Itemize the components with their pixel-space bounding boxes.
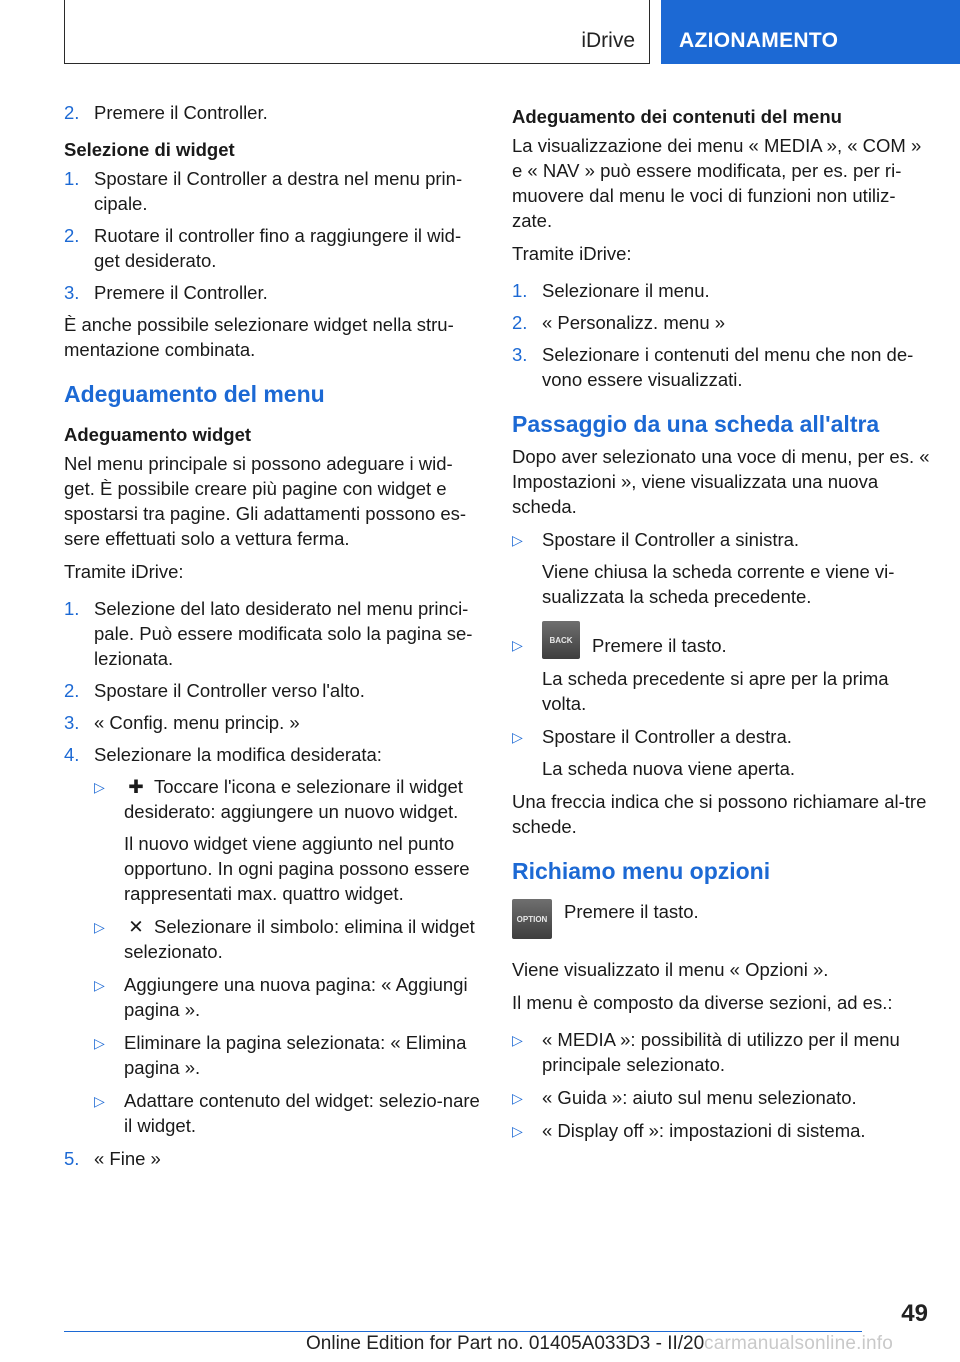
modification-options <box>94 774 482 1138</box>
step-number: 2. <box>64 225 80 246</box>
bullet-text: Spostare il Controller a sinistra. <box>542 529 800 550</box>
bullet-text: Premere il tasto. <box>592 635 727 656</box>
footer-divider <box>64 1331 862 1332</box>
list-item <box>64 223 482 273</box>
option-note: Il nuovo widget viene aggiunto nel punto opportuno. In ogni pagina possono essere rappresentati max. quattro widget. <box>124 833 470 904</box>
triangle-bullet-icon: ▷ <box>512 1090 523 1106</box>
step-number: 2. <box>512 312 528 333</box>
options-list <box>512 1027 930 1143</box>
content-adjust-title: Adeguamento dei contenuti del menu <box>512 106 842 127</box>
page-number: 49 <box>901 1300 928 1327</box>
step-number: 1. <box>512 280 528 301</box>
tab-switch-paragraph: Dopo aver selezionato una voce di menu, per es. « Impostazioni », viene visualizzata una nuova scheda. <box>512 446 930 517</box>
list-item <box>512 621 930 716</box>
option-key-text: Premere il tasto. <box>564 901 699 922</box>
list-item <box>94 774 482 906</box>
triangle-bullet-icon: ▷ <box>512 1123 523 1139</box>
watermark: carmanualsonline.info <box>704 1333 894 1354</box>
back-key-row <box>542 621 930 659</box>
options-heading: Richiamo menu opzioni <box>512 858 771 884</box>
widget-selection-steps <box>64 166 482 305</box>
list-item <box>512 310 930 335</box>
triangle-bullet-icon: ▷ <box>94 1093 105 1109</box>
option-key-icon: OPTION <box>512 899 552 939</box>
list-item <box>64 742 482 1138</box>
list-item <box>94 1030 482 1080</box>
menu-adjust-heading: Adeguamento del menu <box>64 381 325 407</box>
list-item <box>512 342 930 392</box>
list-item <box>64 710 482 735</box>
menu-adjust-steps <box>64 596 482 1171</box>
list-item <box>94 972 482 1022</box>
list-item <box>512 278 930 303</box>
triangle-bullet-icon: ▷ <box>94 919 105 935</box>
step-text: Spostare il Controller a destra nel menu prin-cipale. <box>94 168 463 214</box>
tab-switch-list <box>512 527 930 781</box>
header-section-title: iDrive <box>581 29 635 52</box>
step-text: Premere il Controller. <box>94 102 268 123</box>
widget-adjust-title: Adeguamento widget <box>64 424 252 445</box>
step-text: Selezione del lato desiderato nel menu princi-pale. Può essere modificata solo la pagina se-lezionata. <box>94 598 473 669</box>
widget-selection-note: È anche possibile selezionare widget nella stru-mentazione combinata. <box>64 314 454 360</box>
close-icon: ✕ <box>128 916 144 937</box>
triangle-bullet-icon: ▷ <box>94 779 105 795</box>
option-text: Eliminare la pagina selezionata: « Elimina pagina ». <box>124 1032 467 1078</box>
option-text: Selezionare il simbolo: elimina il widget selezionato. <box>124 916 475 962</box>
step-number: 1. <box>64 168 80 189</box>
list-item <box>512 527 930 609</box>
list-item <box>512 1118 930 1143</box>
list-item <box>64 100 482 125</box>
bullet-text: Spostare il Controller a destra. <box>542 726 792 747</box>
step-text: Selezionare i contenuti del menu che non de-vono essere visualizzati. <box>542 344 914 390</box>
content-adjust-steps <box>512 278 930 392</box>
step-text: « Config. menu princip. » <box>94 712 300 733</box>
step-number: 2. <box>64 680 80 701</box>
bullet-text: « MEDIA »: possibilità di utilizzo per il menu principale selezionato. <box>542 1029 900 1075</box>
option-text: Aggiungere una nuova pagina: « Aggiungi pagina ». <box>124 974 468 1020</box>
step-number: 3. <box>64 712 80 733</box>
back-key-icon: BACK <box>542 621 580 659</box>
list-item <box>512 724 930 781</box>
plus-icon: ✚ <box>128 776 144 797</box>
page-header <box>0 0 960 66</box>
step-number: 3. <box>64 282 80 303</box>
bullet-note: La scheda nuova viene aperta. <box>542 758 796 779</box>
triangle-bullet-icon: ▷ <box>512 729 523 745</box>
step-number: 3. <box>512 344 528 365</box>
content-adjust-paragraph: La visualizzazione dei menu « MEDIA », « COM » e « NAV » può essere modificata, per es. per ri-muovere dal menu le voci di funzioni non utiliz-zate. <box>512 135 922 231</box>
widget-selection-title: Selezione di widget <box>64 139 235 160</box>
bullet-text: « Guida »: aiuto sul menu selezionato. <box>542 1087 857 1108</box>
intro-list <box>64 100 482 125</box>
triangle-bullet-icon: ▷ <box>94 1035 105 1051</box>
list-item <box>512 1085 930 1110</box>
option-text: Adattare contenuto del widget: selezio-nare il widget. <box>124 1090 480 1136</box>
via-idrive-label: Tramite iDrive: <box>512 243 632 264</box>
options-paragraph-1: Viene visualizzato il menu « Opzioni ». <box>512 959 829 980</box>
tab-switch-after: Una freccia indica che si possono richiamare al-tre schede. <box>512 791 927 837</box>
triangle-bullet-icon: ▷ <box>94 977 105 993</box>
bullet-note: La scheda precedente si apre per la prima volta. <box>542 668 889 714</box>
list-item <box>512 1027 930 1077</box>
list-item <box>94 1088 482 1138</box>
step-text: Ruotare il controller fino a raggiungere il wid-get desiderato. <box>94 225 462 271</box>
step-text: « Personalizz. menu » <box>542 312 726 333</box>
via-idrive-label: Tramite iDrive: <box>64 561 184 582</box>
step-text: Premere il Controller. <box>94 282 268 303</box>
right-column <box>512 100 930 1151</box>
footer-edition: Online Edition for Part no. 01405A033D3 - II/20 <box>306 1333 705 1354</box>
list-item <box>64 596 482 671</box>
step-text: « Fine » <box>94 1148 161 1169</box>
tab-switch-heading: Passaggio da una scheda all'altra <box>512 411 880 437</box>
step-number: 5. <box>64 1148 80 1169</box>
list-item <box>64 280 482 305</box>
list-item <box>64 166 482 216</box>
step-text: Selezionare la modifica desiderata: <box>94 744 382 765</box>
header-chapter-tab: AZIONAMENTO <box>661 0 960 64</box>
step-number: 2. <box>64 102 80 123</box>
step-text: Spostare il Controller verso l'alto. <box>94 680 365 701</box>
step-text: Selezionare il menu. <box>542 280 710 301</box>
triangle-bullet-icon: ▷ <box>512 1032 523 1048</box>
header-section-box <box>64 0 650 64</box>
option-text: Toccare l'icona e selezionare il widget desiderato: aggiungere un nuovo widget. <box>124 776 463 822</box>
options-paragraph-2: Il menu è composto da diverse sezioni, ad es.: <box>512 992 893 1013</box>
list-item <box>94 914 482 964</box>
bullet-note: Viene chiusa la scheda corrente e viene vi-sualizzata la scheda precedente. <box>542 561 895 607</box>
triangle-bullet-icon: ▷ <box>512 637 523 653</box>
list-item <box>64 1146 482 1171</box>
widget-adjust-paragraph: Nel menu principale si possono adeguare i wid-get. È possibile creare più pagine con widget e spostarsi tra pagine. Gli adattamenti possono es-sere effettuati solo a vettura ferma. <box>64 453 467 549</box>
option-key-row <box>512 899 930 939</box>
bullet-text: « Display off »: impostazioni di sistema. <box>542 1120 866 1141</box>
step-number: 1. <box>64 598 80 619</box>
list-item <box>64 678 482 703</box>
triangle-bullet-icon: ▷ <box>512 532 523 548</box>
step-number: 4. <box>64 744 80 765</box>
left-column <box>64 100 482 1178</box>
